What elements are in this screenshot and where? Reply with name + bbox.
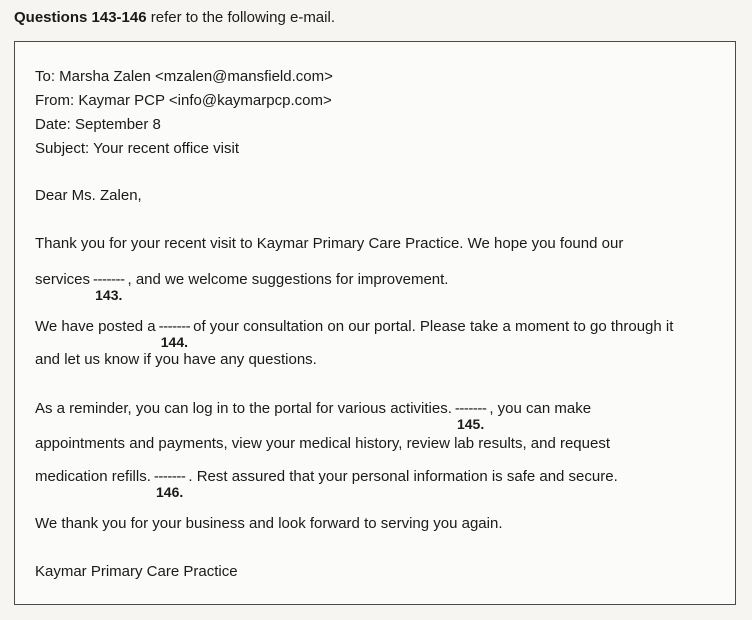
email-from-line: From: Kaymar PCP <info@kaymarpcp.com> bbox=[35, 92, 332, 109]
question-range: Questions 143-146 bbox=[14, 9, 147, 26]
paragraph-3-line-2: appointments and payments, view your medical history, review lab results, and request bbox=[35, 435, 611, 452]
blank-dashes: ------- bbox=[454, 400, 487, 417]
text-segment: medication refills. bbox=[35, 468, 151, 485]
blank-number: 144. bbox=[160, 334, 188, 350]
question-header bbox=[14, 9, 335, 26]
blank-dashes: ------- bbox=[153, 468, 186, 485]
text-segment: As a reminder, you can log in to the portal for various activities. bbox=[35, 400, 452, 417]
email-to-line: To: Marsha Zalen <mzalen@mansfield.com> bbox=[35, 68, 333, 85]
blank-dashes: ------- bbox=[93, 271, 125, 288]
paragraph-2-line-1 bbox=[35, 318, 674, 350]
blank-number: 145. bbox=[456, 416, 485, 432]
paragraph-1-line-1: Thank you for your recent visit to Kaymar Primary Care Practice. We hope you found our bbox=[35, 235, 624, 252]
email-box bbox=[14, 41, 736, 605]
text-segment: of your consultation on our portal. Please take a moment to go through it bbox=[193, 318, 674, 335]
text-segment: services bbox=[35, 271, 91, 288]
blank-number: 146. bbox=[156, 484, 184, 500]
text-segment: , and we welcome suggestions for improvement. bbox=[127, 271, 449, 288]
text-segment: , you can make bbox=[489, 400, 592, 417]
blank-145[interactable] bbox=[454, 400, 487, 432]
blank-144[interactable] bbox=[158, 318, 191, 350]
closing-line: We thank you for your business and look forward to serving you again. bbox=[35, 515, 503, 532]
blank-146[interactable] bbox=[153, 468, 186, 500]
email-subject-line: Subject: Your recent office visit bbox=[35, 140, 240, 157]
paragraph-3-line-1 bbox=[35, 400, 592, 432]
question-instruction: refer to the following e-mail. bbox=[150, 9, 335, 26]
text-segment: . Rest assured that your personal information is safe and secure. bbox=[188, 468, 618, 485]
blank-number: 143. bbox=[95, 287, 123, 303]
email-greeting: Dear Ms. Zalen, bbox=[35, 187, 142, 204]
paragraph-1-line-2 bbox=[35, 271, 449, 303]
blank-dashes: ------- bbox=[158, 318, 191, 335]
blank-143[interactable] bbox=[93, 271, 125, 303]
email-signature: Kaymar Primary Care Practice bbox=[35, 563, 238, 580]
paragraph-3-line-3 bbox=[35, 468, 618, 500]
paragraph-2-line-2: and let us know if you have any questions. bbox=[35, 351, 317, 368]
text-segment: We have posted a bbox=[35, 318, 156, 335]
email-date-line: Date: September 8 bbox=[35, 116, 161, 133]
